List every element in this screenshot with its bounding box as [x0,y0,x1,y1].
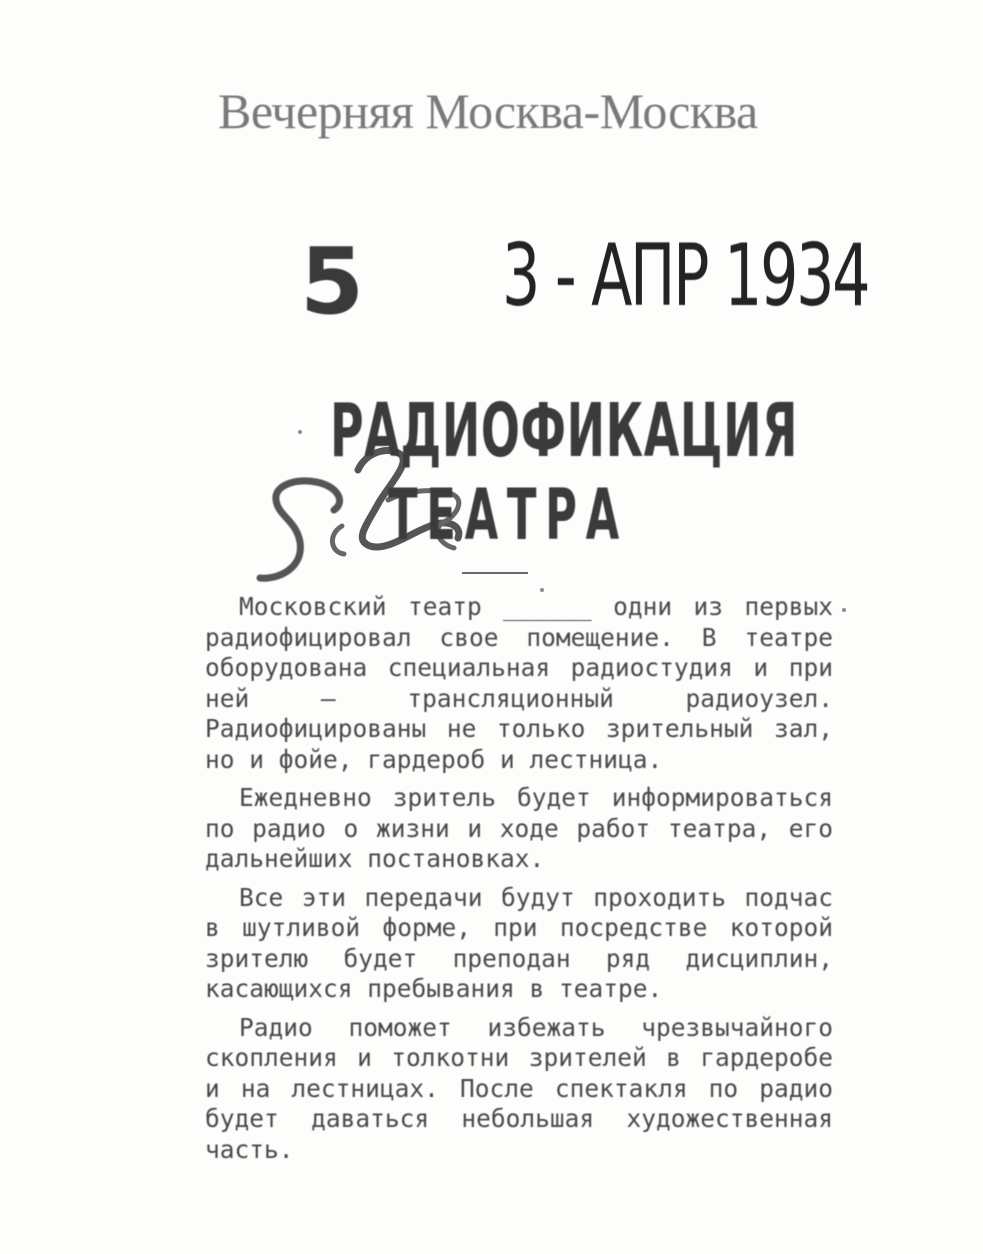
article-paragraph: Все эти передачи будут проходить подчас в шутливой форме, при посредстве которой зрителю будет преподан ряд дисциплин, касающихся пребывания в театре. [205,882,833,1003]
article-body [205,592,833,1173]
article-paragraph: Ежедневно зритель будет информироваться по радио о жизни и ходе работ театра, его дальнейших постановках. [205,783,833,873]
article-headline [330,388,799,556]
headline-divider [462,572,528,574]
print-speck [540,588,544,592]
article-paragraph: Московский театр ______ одни из первых радиофицировал свое помещение. В театре оборудована специальная радиостудия и при ней — трансляционный радиоузел. Радиофицированы не только зрительный зал, но и фойе, гардероб и лестница. [205,592,833,774]
headline-line-1: РАДИОФИКАЦИЯ [330,388,799,474]
print-speck [842,608,846,612]
headline-line-2: ТЕАТРА [388,474,628,556]
issue-number-stamp: 5 [300,228,363,335]
newspaper-masthead: Вечерняя Москва-Москва [218,83,758,139]
article-paragraph: Радио поможет избежать чрезвычайного скопления и толкотни зрителей в гардеробе и на лестницах. После спектакля по радио будет даваться небольшая художественная часть. [205,1012,833,1164]
print-speck [298,430,302,434]
date-stamp: 3 - АПР 1934 [502,226,869,326]
